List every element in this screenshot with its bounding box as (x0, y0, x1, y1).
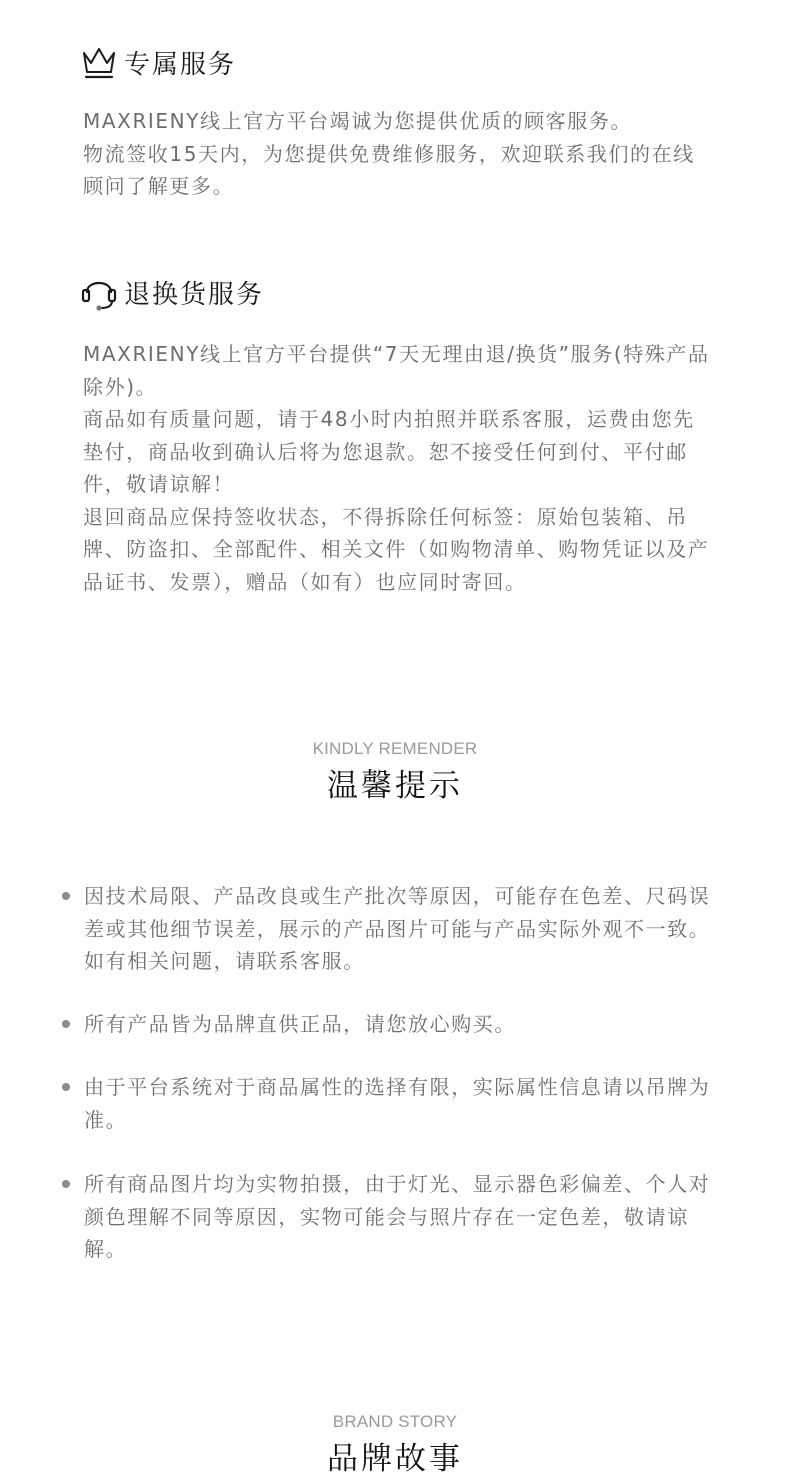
paragraph: 商品如有质量问题，请于48小时内拍照并联系客服，运费由您先垫付，商品收到确认后将为您退款。恕不接受任何到付、平付邮件，敬请谅解！ (83, 407, 695, 496)
bullet-icon (62, 1180, 70, 1188)
exclusive-service-text (83, 105, 713, 203)
crown-icon (80, 42, 120, 82)
paragraph: MAXRIENY线上官方平台竭诚为您提供优质的顾客服务。 (83, 109, 633, 133)
heading-english: BRAND STORY (332, 1412, 458, 1431)
list-item-text: 所有产品皆为品牌直供正品，请您放心购买。 (84, 1012, 516, 1036)
paragraph: 物流签收15天内，为您提供免费维修服务，欢迎联系我们的在线顾问了解更多。 (83, 141, 695, 198)
list-item-text: 所有商品图片均为实物拍摄，由于灯光、显示器色彩偏差、个人对颜色理解不同等原因，实物可能会与照片存在一定色差，敬请谅解。 (84, 1172, 711, 1261)
heading-chinese: 温馨提示 (327, 768, 463, 804)
list-item-text: 由于平台系统对于商品属性的选择有限，实际属性信息请以吊牌为准。 (84, 1075, 711, 1132)
heading-english: KINDLY REMENDER (312, 739, 478, 758)
list-item (60, 880, 720, 978)
list-item (60, 1071, 720, 1136)
headset-icon (80, 272, 120, 312)
heading-chinese: 品牌故事 (327, 1441, 463, 1477)
return-service-header (80, 270, 264, 314)
paragraph: MAXRIENY线上官方平台提供“7天无理由退/换货”服务(特殊产品除外)。 (83, 342, 710, 399)
bullet-icon (62, 892, 70, 900)
kindly-reminder-heading (0, 738, 790, 806)
list-item (60, 1168, 720, 1266)
return-service-text (83, 338, 713, 598)
bullet-icon (62, 1020, 70, 1028)
bullet-icon (62, 1083, 70, 1091)
list-item-text: 因技术局限、产品改良或生产批次等原因，可能存在色差、尺码误差或其他细节误差，展示的产品图片可能与产品实际外观不一致。如有相关问题，请联系客服。 (84, 884, 711, 973)
section-title: 专属服务 (124, 49, 237, 80)
section-title: 退换货服务 (124, 279, 265, 310)
paragraph: 退回商品应保持签收状态，不得拆除任何标签：原始包装箱、吊牌、防盗扣、全部配件、相关文件（如购物清单、购物凭证以及产品证书、发票），赠品（如有）也应同时寄回。 (83, 504, 710, 594)
list-item (60, 1008, 720, 1041)
exclusive-service-header (80, 40, 236, 84)
brand-story-heading (0, 1411, 790, 1479)
